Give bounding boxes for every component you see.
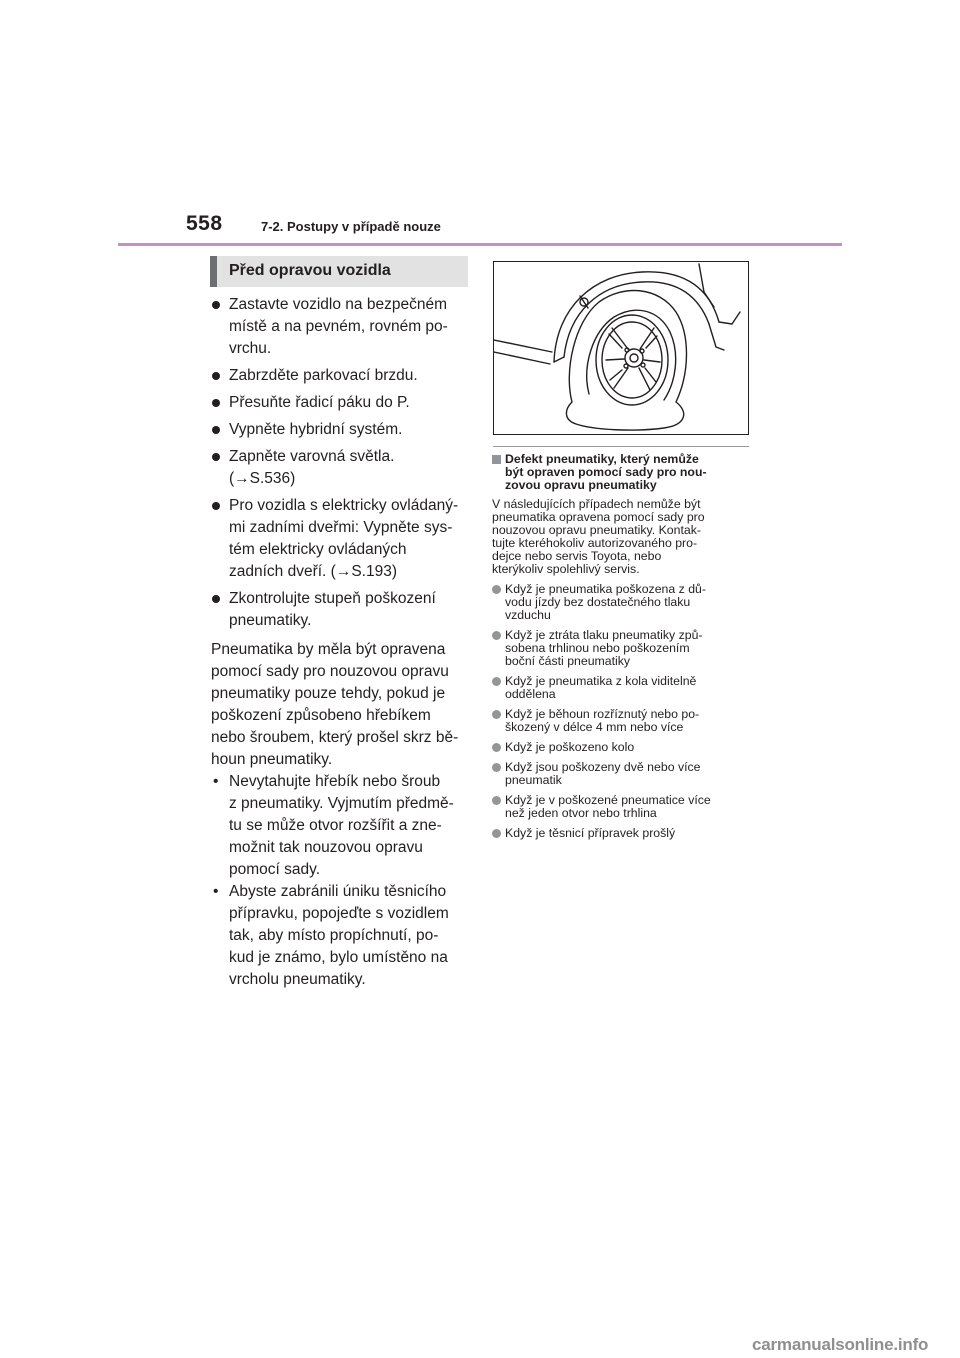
text-line: Když je běhoun rozříznutý nebo po-: [505, 707, 700, 721]
round-bullet-icon: [492, 677, 501, 686]
text-line: škozený v délce 4 mm nebo více: [505, 720, 684, 734]
text-line: nouzovou opravu pneumatiky. Kontak-: [492, 523, 701, 537]
condition-item: [492, 629, 750, 668]
section-heading-text: Před opravou vozidla: [229, 262, 391, 279]
condition-item: [492, 761, 750, 787]
text-line: Defekt pneumatiky, který nemůže: [505, 452, 699, 466]
text-line: sobena trhlinou nebo poškozením: [505, 641, 690, 655]
round-bullet-icon: [492, 710, 501, 719]
text-line: možnit tak nouzovou opravu: [229, 839, 423, 856]
text-line: místě a na pevném, rovném po-: [229, 318, 448, 335]
text-line: houn pneumatiky.: [211, 751, 333, 768]
sub-item: [211, 771, 469, 881]
tire-illustration: [493, 261, 749, 435]
text-line: pneumatiky pouze tehdy, pokud je: [211, 685, 446, 702]
square-bullet-icon: [492, 455, 501, 464]
text-line: Zkontrolujte stupeň poškození: [229, 590, 436, 607]
text-line: poškození způsobeno hřebíkem: [211, 707, 431, 724]
sub-heading: [492, 453, 750, 492]
text-line: tujte kteréhokoliv autorizovaného pro-: [492, 536, 698, 550]
text-line: Zapněte varovná světla.: [229, 448, 395, 465]
round-bullet-icon: [492, 631, 501, 640]
text-line: být opraven pomocí sady pro nou-: [505, 465, 707, 479]
text-line: Pneumatika by měla být opravena: [211, 641, 446, 658]
text-line: Když je v poškozené pneumatice více: [505, 793, 711, 807]
condition-item: [492, 794, 750, 820]
bullet-item: [211, 419, 469, 441]
text-line: Pro vozidla s elektricky ovládaný-: [229, 497, 459, 514]
bullet-item: [211, 446, 469, 490]
bullet-item: [211, 392, 469, 414]
text-line: vodu jízdy bez dostatečného tlaku: [505, 595, 691, 609]
text-line: dejce nebo servis Toyota, nebo: [492, 549, 662, 563]
text-line: mi zadními dveřmi: Vypněte sys-: [229, 519, 453, 536]
text-line: přípravku, popojeďte s vozidlem: [229, 905, 449, 922]
paragraph: [492, 498, 750, 576]
text-line: Zabrzděte parkovací brzdu.: [229, 367, 418, 384]
section-title: 7-2. Postupy v případě nouze: [261, 219, 441, 234]
sub-heading-text: [505, 453, 750, 492]
text-line: kud je známo, bylo umístěno na: [229, 949, 448, 966]
right-column: [492, 453, 750, 847]
text-line: Abyste zabránili úniku těsnicího: [229, 883, 447, 900]
condition-list: [492, 583, 750, 840]
bullet-list: [211, 294, 469, 632]
text-line: Přesuňte řadicí páku do P.: [229, 394, 410, 411]
text-line: tém elektricky ovládaných: [229, 541, 407, 558]
text-line: pneumatiky.: [229, 612, 312, 629]
text-line: Když je pneumatika z kola viditelně: [505, 674, 697, 688]
text-line: tu se může otvor rozšířit a zne-: [229, 817, 442, 834]
text-line: Když jsou poškozeny dvě nebo více: [505, 760, 701, 774]
text-line: Zastavte vozidlo na bezpečném: [229, 296, 447, 313]
text-line: Nevytahujte hřebík nebo šroub: [229, 773, 441, 790]
text-line: vzduchu: [505, 608, 551, 622]
round-bullet-icon: [492, 796, 501, 805]
text-line: vrchu.: [229, 340, 272, 357]
text-line: Když je ztráta tlaku pneumatiky způ-: [505, 628, 703, 642]
condition-item: [492, 741, 750, 754]
round-bullet-icon: [492, 829, 501, 838]
text-line: boční části pneumatiky: [505, 654, 631, 668]
sub-bullet-marker: •: [213, 773, 219, 790]
watermark: carmanualsonline.info: [752, 1335, 929, 1354]
sub-list: [211, 771, 469, 991]
text-line: pomocí sady pro nouzovou opravu: [211, 663, 449, 680]
round-bullet-icon: [492, 743, 501, 752]
condition-item: [492, 708, 750, 734]
left-column: [211, 294, 469, 991]
bullet-item: [211, 588, 469, 632]
bullet-item: [211, 365, 469, 387]
text-line: z pneumatiky. Vyjmutím předmě-: [229, 795, 454, 812]
round-bullet-icon: [492, 585, 501, 594]
text-line: zadních dveří. (→S.193): [229, 563, 397, 580]
text-line: pomocí sady.: [229, 861, 321, 878]
text-line: tak, aby místo propíchnutí, po-: [229, 927, 439, 944]
text-line: Když je těsnicí přípravek prošlý: [505, 826, 676, 840]
text-line: zovou opravu pneumatiky: [505, 478, 657, 492]
text-line: nebo šroubem, který prošel skrz bě-: [211, 729, 459, 746]
round-bullet-icon: [492, 763, 501, 772]
text-line: V následujících případech nemůže být: [492, 497, 701, 511]
text-line: Když je poškozeno kolo: [505, 740, 635, 754]
figure-divider: [493, 446, 749, 447]
text-line: (→S.536): [229, 470, 296, 487]
condition-item: [492, 675, 750, 701]
text-line: vrcholu pneumatiky.: [229, 971, 366, 988]
sub-bullet-marker: •: [213, 883, 219, 900]
paragraph: [211, 639, 469, 771]
page-number: 558: [186, 212, 223, 235]
header-rule: [118, 243, 842, 246]
condition-item: [492, 827, 750, 840]
text-line: pneumatika opravena pomocí sady pro: [492, 510, 705, 524]
flat-tire-icon: [494, 262, 748, 434]
text-line: Vypněte hybridní systém.: [229, 421, 403, 438]
text-line: pneumatik: [505, 773, 562, 787]
text-line: kterýkoliv spolehlivý servis.: [492, 562, 640, 576]
text-line: oddělena: [505, 687, 556, 701]
sub-item: [211, 881, 469, 991]
text-line: Když je pneumatika poškozena z dů-: [505, 582, 706, 596]
text-line: než jeden otvor nebo trhlina: [505, 806, 657, 820]
bullet-item: [211, 495, 469, 583]
section-heading: [210, 256, 468, 287]
condition-item: [492, 583, 750, 622]
bullet-item: [211, 294, 469, 360]
